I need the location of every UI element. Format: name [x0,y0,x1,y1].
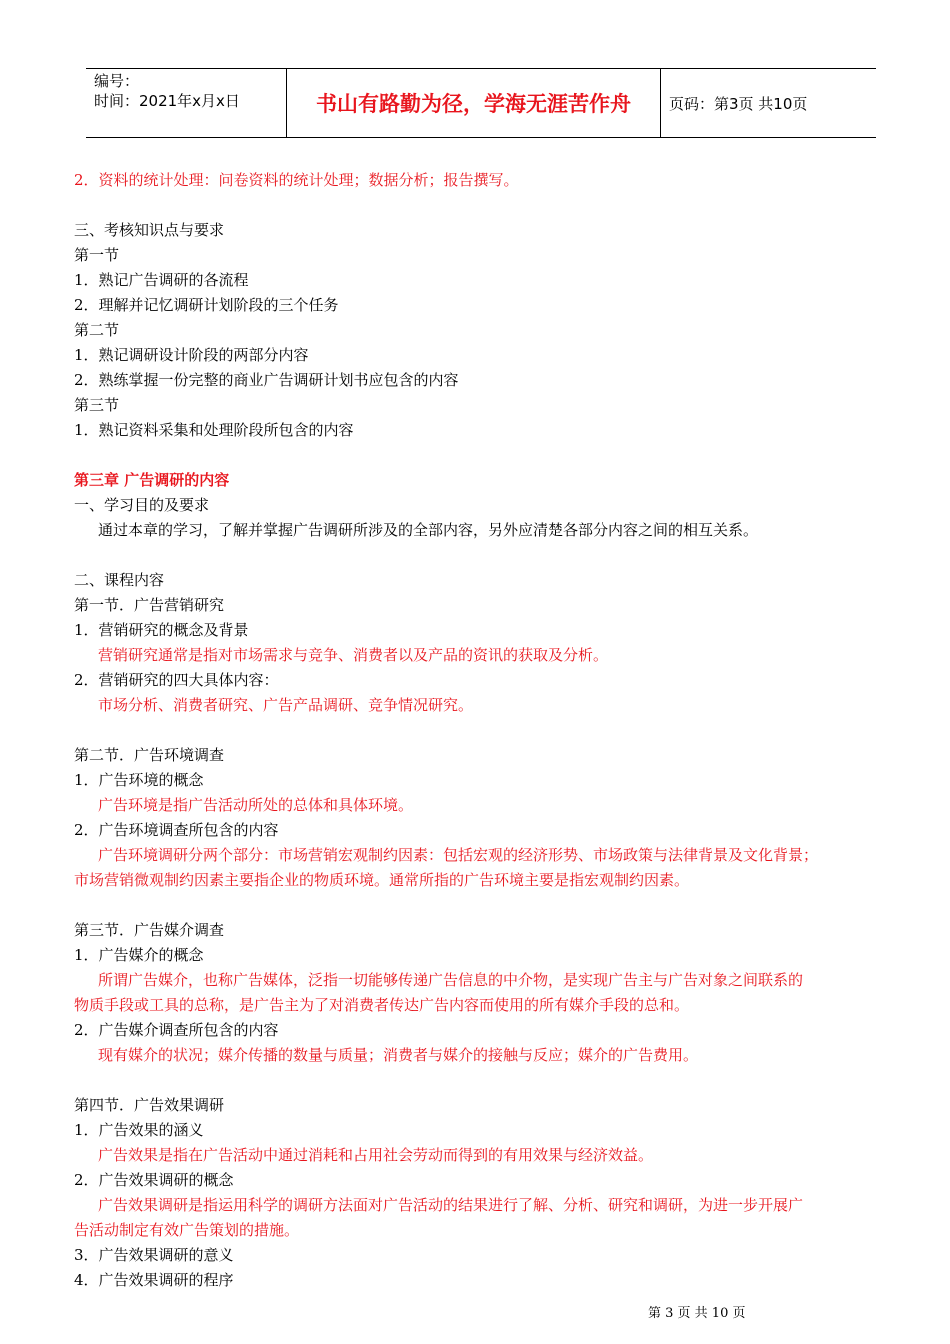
text-line: 营销研究通常是指对市场需求与竞争、消费者以及产品的资讯的获取及分析。 [98,646,609,664]
blank-line [74,718,894,743]
text-line: 第一节．广告营销研究 [74,596,225,614]
blank-line [74,1068,894,1093]
text-line: 1．熟记资料采集和处理阶段所包含的内容 [74,421,354,439]
document-number: 编号： [94,72,140,90]
text-line: 2．广告环境调查所包含的内容 [74,821,279,839]
text-line: 3．广告效果调研的意义 [74,1246,234,1264]
text-line: 1．广告环境的概念 [74,771,204,789]
text-line: 1．广告媒介的概念 [74,946,204,964]
page-header [86,68,876,138]
text-line: 2．资料的统计处理：问卷资料的统计处理；数据分析；报告撰写。 [74,171,519,189]
text-line: 1．营销研究的概念及背景 [74,621,249,639]
text-line: 物质手段或工具的总称，是广告主为了对消费者传达广告内容而使用的所有媒介手段的总和。 [74,996,690,1014]
text-line: 通过本章的学习，了解并掌握广告调研所涉及的全部内容，另外应清楚各部分内容之间的相互关系。 [98,521,759,539]
text-line: 广告效果调研是指运用科学的调研方法面对广告活动的结果进行了解、分析、研究和调研，为进一步开展广 [98,1196,804,1214]
text-line: 2．理解并记忆调研计划阶段的三个任务 [74,296,339,314]
text-line: 市场营销微观制约因素主要指企业的物质环境。通常所指的广告环境主要是指宏观制约因素。 [74,871,690,889]
text-line: 1．广告效果的涵义 [74,1121,204,1139]
text-line: 三、考核知识点与要求 [74,221,225,239]
text-line: 广告环境是指广告活动所处的总体和具体环境。 [98,796,414,814]
text-line: 1．熟记调研设计阶段的两部分内容 [74,346,309,364]
header-meta [86,69,287,137]
text-line: 2．广告媒介调查所包含的内容 [74,1021,279,1039]
text-line: 2．熟练掌握一份完整的商业广告调研计划书应包含的内容 [74,371,459,389]
text-line: 4．广告效果调研的程序 [74,1271,234,1289]
text-line: 第一节 [74,246,120,264]
text-line: 广告环境调研分两个部分：市场营销宏观制约因素：包括宏观的经济形势、市场政策与法律背景及文化背景； [98,846,819,864]
text-line: 2．营销研究的四大具体内容： [74,671,279,689]
text-line: 二、课程内容 [74,571,165,589]
text-line: 一、学习目的及要求 [74,496,210,514]
text-line: 第二节 [74,321,120,339]
header-motto: 书山有路勤为径，学海无涯苦作舟 [287,69,661,137]
text-line: 第三章 广告调研的内容 [74,471,230,489]
blank-line [74,893,894,918]
page-footer: 第 3 页 共 10 页 [648,1306,746,1321]
blank-line [74,443,894,468]
text-line: 所谓广告媒介，也称广告媒体，泛指一切能够传递广告信息的中介物，是实现广告主与广告对象之间联系的 [98,971,804,989]
text-line: 市场分析、消费者研究、广告产品调研、竞争情况研究。 [98,696,474,714]
text-line: 1．熟记广告调研的各流程 [74,271,249,289]
text-line: 第三节．广告媒介调查 [74,921,225,939]
blank-line [74,193,894,218]
blank-line [74,543,894,568]
text-line: 第四节．广告效果调研 [74,1096,225,1114]
header-page-info: 页码：第3页 共10页 [669,94,808,113]
text-line: 告活动制定有效广告策划的措施。 [74,1221,300,1239]
text-line: 第三节 [74,396,120,414]
text-line: 2．广告效果调研的概念 [74,1171,234,1189]
document-time: 时间：2021年x月x日 [94,92,240,110]
document-body [74,168,894,1293]
text-line: 广告效果是指在广告活动中通过消耗和占用社会劳动而得到的有用效果与经济效益。 [98,1146,654,1164]
text-line: 第二节．广告环境调查 [74,746,225,764]
text-line: 现有媒介的状况；媒介传播的数量与质量；消费者与媒介的接触与反应；媒介的广告费用。 [98,1046,699,1064]
